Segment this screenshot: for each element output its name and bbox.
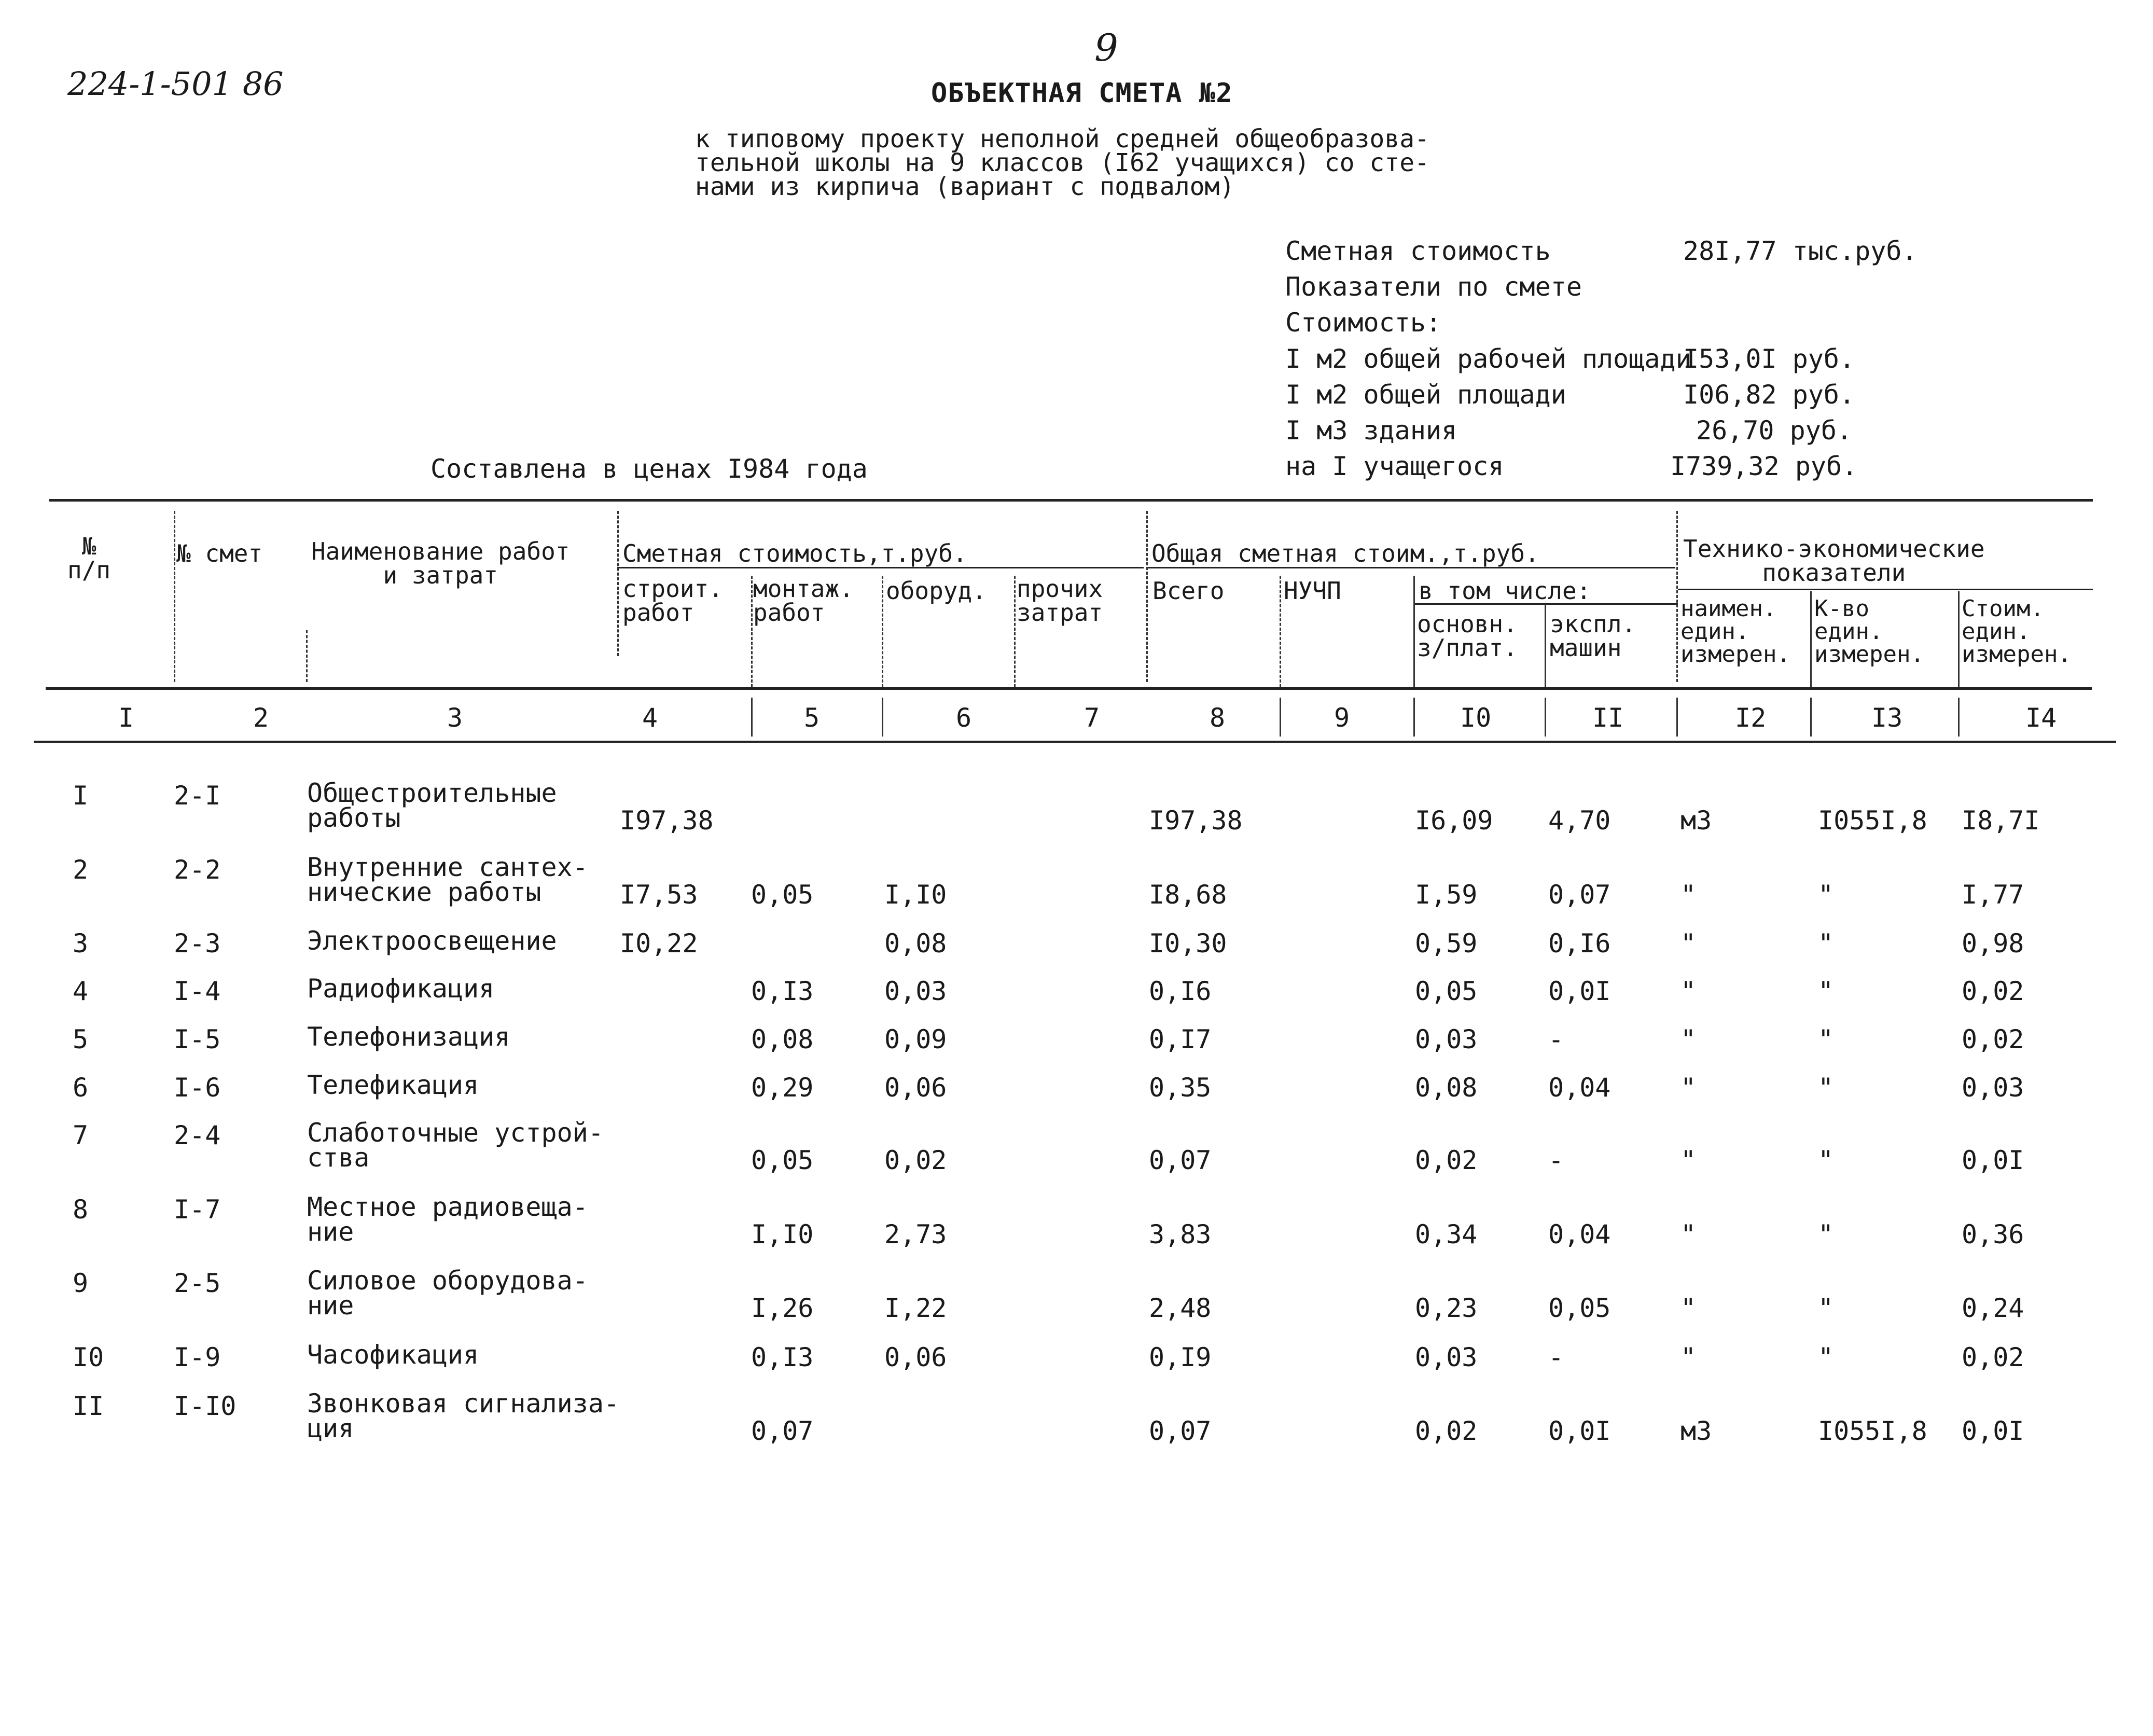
cell-smeta-number: I-4 <box>174 976 221 1006</box>
header-other: прочих затрат <box>1017 575 1103 627</box>
cell-wages: 0,03 <box>1415 1342 1478 1372</box>
header-mounting: монтаж. работ <box>753 575 854 627</box>
total-area-label: I м2 общей площади <box>1285 380 1566 410</box>
cell-equipment: 0,08 <box>884 928 947 959</box>
page-number: 9 <box>1094 26 1118 70</box>
cell-wages: 0,08 <box>1415 1073 1478 1103</box>
cell-unit-cost: 0,02 <box>1962 1024 2024 1054</box>
work-area-label: I м2 общей рабочей площади <box>1285 344 1691 374</box>
cell-row-number: 8 <box>73 1195 89 1225</box>
cell-total: 0,35 <box>1149 1073 1212 1103</box>
col-divider-7 <box>1014 576 1016 687</box>
cell-smeta-number: I-9 <box>174 1342 221 1372</box>
cell-work-name: Местное радиовеща- ние <box>307 1192 588 1247</box>
cell-equipment: I,I0 <box>884 880 947 910</box>
cell-unit-name: " <box>1680 1024 1697 1054</box>
header-including: в том числе: <box>1419 577 1591 605</box>
column-number: I2 <box>1735 703 1767 733</box>
num-divider <box>882 698 883 737</box>
col-divider-4 <box>617 511 619 656</box>
cell-unit-qty: " <box>1818 1024 1834 1054</box>
cell-total: I0,30 <box>1149 928 1227 959</box>
cell-total: 0,I9 <box>1149 1342 1212 1372</box>
cell-unit-qty: " <box>1818 1219 1834 1249</box>
student-label: на I учащегося <box>1285 451 1504 481</box>
header-row-number: № п/п <box>67 532 111 584</box>
cell-unit-qty: " <box>1818 976 1834 1006</box>
cell-machines: 0,0I <box>1548 1416 1611 1446</box>
cost-label: Сметная стоимость <box>1285 236 1551 266</box>
cell-unit-cost: 0,0I <box>1962 1416 2024 1446</box>
header-unit-qty: К-во един. измерен. <box>1814 595 1924 668</box>
column-number: II <box>1592 703 1624 733</box>
cell-smeta-number: I-7 <box>174 1195 221 1225</box>
header-unit-cost: Стоим. един. измерен. <box>1962 595 2072 668</box>
cell-unit-name: " <box>1680 928 1697 959</box>
column-number: 8 <box>1210 703 1226 733</box>
cell-wages: 0,02 <box>1415 1145 1478 1175</box>
volume-value: 26,70 руб. <box>1696 415 1853 446</box>
cell-machines: - <box>1548 1024 1564 1054</box>
cell-total: 0,I6 <box>1149 976 1212 1006</box>
column-number: 9 <box>1334 703 1350 733</box>
column-number: I4 <box>2025 703 2057 733</box>
col-divider-14 <box>1958 591 1960 687</box>
cell-equipment: I,22 <box>884 1293 947 1323</box>
column-number: 7 <box>1084 703 1100 733</box>
cell-row-number: 6 <box>73 1073 89 1103</box>
cell-unit-qty: " <box>1818 1145 1834 1175</box>
cell-mounting: I,I0 <box>751 1219 814 1249</box>
indicators-label: Показатели по смете <box>1285 272 1582 302</box>
cell-row-number: II <box>73 1391 104 1421</box>
document-title: ОБЪЕКТНАЯ СМЕТА №2 <box>931 78 1233 109</box>
col-divider-11 <box>1545 604 1546 687</box>
cell-unit-name: " <box>1680 1219 1697 1249</box>
cell-smeta-number: 2-2 <box>174 855 221 885</box>
cell-machines: 0,04 <box>1548 1219 1611 1249</box>
cell-row-number: 4 <box>73 976 89 1006</box>
column-number: 5 <box>804 703 820 733</box>
cell-work-name: Электроосвещение <box>307 926 557 956</box>
cell-smeta-number: I-I0 <box>174 1391 237 1421</box>
total-area-value: I06,82 руб. <box>1683 380 1855 410</box>
cell-smeta-number: I-5 <box>174 1024 221 1054</box>
column-number: 6 <box>956 703 972 733</box>
cell-unit-name: " <box>1680 880 1697 910</box>
cell-mounting: 0,I3 <box>751 976 814 1006</box>
cell-smeta-number: 2-5 <box>174 1268 221 1298</box>
cell-work-name: Телефикация <box>307 1070 479 1100</box>
cell-unit-qty: I055I,8 <box>1818 805 1927 836</box>
cell-total: 2,48 <box>1149 1293 1212 1323</box>
cell-work-name: Телефонизация <box>307 1022 510 1052</box>
student-value: I739,32 руб. <box>1670 451 1858 481</box>
document-subtitle: к типовому проекту неполной средней общеобразова- тельной школы на 9 классов (I62 учащихся) со сте- нами из кирпича (вариант с подвалом) <box>695 124 1430 201</box>
cell-row-number: 7 <box>73 1120 89 1150</box>
header-equipment: оборуд. <box>886 577 987 605</box>
num-divider <box>1413 698 1415 737</box>
cell-unit-name: " <box>1680 1293 1697 1323</box>
num-divider <box>1810 698 1812 737</box>
cell-unit-name: " <box>1680 976 1697 1006</box>
cell-machines: 0,04 <box>1548 1073 1611 1103</box>
col-divider-8 <box>1146 511 1148 682</box>
cell-machines: 0,I6 <box>1548 928 1611 959</box>
cell-total: I8,68 <box>1149 880 1227 910</box>
num-divider <box>1545 698 1546 737</box>
cell-total: 0,07 <box>1149 1416 1212 1446</box>
cell-unit-name: м3 <box>1680 805 1712 836</box>
cell-mounting: I,26 <box>751 1293 814 1323</box>
cell-unit-cost: 0,03 <box>1962 1073 2024 1103</box>
cell-construction: I7,53 <box>620 880 698 910</box>
work-area-value: I53,0I руб. <box>1683 344 1855 374</box>
cell-unit-cost: 0,0I <box>1962 1145 2024 1175</box>
cell-work-name: Силовое оборудова- ние <box>307 1266 588 1321</box>
cell-unit-cost: 0,02 <box>1962 976 2024 1006</box>
cell-mounting: 0,08 <box>751 1024 814 1054</box>
cell-unit-cost: I,77 <box>1962 880 2024 910</box>
cell-equipment: 0,09 <box>884 1024 947 1054</box>
cell-mounting: 0,I3 <box>751 1342 814 1372</box>
num-divider <box>1958 698 1960 737</box>
col-divider-10 <box>1413 576 1415 687</box>
tech-group-rule <box>1678 589 2093 590</box>
header-total: Всего <box>1152 577 1225 605</box>
cell-mounting: 0,05 <box>751 1145 814 1175</box>
cell-work-name: Слаботочные устрой- ства <box>307 1118 604 1173</box>
cell-row-number: 9 <box>73 1268 89 1298</box>
cell-unit-qty: " <box>1818 1293 1834 1323</box>
cell-total: 3,83 <box>1149 1219 1212 1249</box>
cost-value: 28I,77 тыс.руб. <box>1683 236 1918 266</box>
cell-smeta-number: 2-I <box>174 781 221 811</box>
column-number: I3 <box>1871 703 1903 733</box>
cell-row-number: 5 <box>73 1024 89 1054</box>
cell-machines: 0,05 <box>1548 1293 1611 1323</box>
col-divider-6 <box>882 576 883 687</box>
cell-unit-name: " <box>1680 1145 1697 1175</box>
header-work-name: Наименование работ и затрат <box>311 537 570 589</box>
cell-equipment: 0,06 <box>884 1342 947 1372</box>
column-number: 3 <box>447 703 463 733</box>
cell-mounting: 0,05 <box>751 880 814 910</box>
table-top-rule <box>49 499 2093 502</box>
column-number: 2 <box>253 703 269 733</box>
header-tech-group: Технико-экономические показатели <box>1683 535 1985 587</box>
col-divider-9 <box>1280 576 1281 687</box>
cell-unit-cost: 0,24 <box>1962 1293 2024 1323</box>
col-numbers-rule <box>34 741 2116 743</box>
cell-unit-qty: " <box>1818 928 1834 959</box>
column-number: 4 <box>642 703 658 733</box>
cell-mounting: 0,29 <box>751 1073 814 1103</box>
cell-unit-name: " <box>1680 1342 1697 1372</box>
cell-wages: 0,34 <box>1415 1219 1478 1249</box>
cell-wages: 0,05 <box>1415 976 1478 1006</box>
col-divider-13 <box>1810 591 1812 687</box>
cell-total: 0,07 <box>1149 1145 1212 1175</box>
cell-unit-cost: 0,02 <box>1962 1342 2024 1372</box>
col-divider-2 <box>174 511 175 682</box>
header-wages: основн. з/плат. <box>1417 610 1518 662</box>
cell-work-name: Внутренние сантех- нические работы <box>307 852 588 907</box>
cell-construction: I0,22 <box>620 928 698 959</box>
cell-smeta-number: 2-3 <box>174 928 221 959</box>
header-nuchp: НУЧП <box>1284 577 1341 605</box>
cell-work-name: Звонковая сигнализа- ция <box>307 1388 620 1443</box>
cell-wages: 0,59 <box>1415 928 1478 959</box>
cell-unit-qty: I055I,8 <box>1818 1416 1927 1446</box>
cell-total: 0,I7 <box>1149 1024 1212 1054</box>
cell-machines: 0,07 <box>1548 880 1611 910</box>
cell-unit-name: м3 <box>1680 1416 1712 1446</box>
cell-unit-qty: " <box>1818 880 1834 910</box>
cell-equipment: 0,03 <box>884 976 947 1006</box>
cell-machines: - <box>1548 1342 1564 1372</box>
column-number: I0 <box>1460 703 1492 733</box>
num-divider <box>1676 698 1678 737</box>
num-divider <box>1280 698 1281 737</box>
cell-wages: I,59 <box>1415 880 1478 910</box>
header-cost-group: Сметная стоимость,т.руб. <box>622 539 967 567</box>
cell-wages: 0,23 <box>1415 1293 1478 1323</box>
col-divider-5 <box>751 576 753 687</box>
cell-row-number: 2 <box>73 855 89 885</box>
cell-unit-cost: 0,98 <box>1962 928 2024 959</box>
header-smeta-number: № смет <box>176 539 263 567</box>
cell-unit-cost: I8,7I <box>1962 805 2040 836</box>
cell-unit-cost: 0,36 <box>1962 1219 2024 1249</box>
cell-equipment: 0,06 <box>884 1073 947 1103</box>
prices-note: Составлена в ценах I984 года <box>430 454 868 484</box>
col-divider-12 <box>1676 511 1678 682</box>
volume-label: I м3 здания <box>1285 415 1457 446</box>
cell-equipment: 2,73 <box>884 1219 947 1249</box>
cell-wages: I6,09 <box>1415 805 1493 836</box>
column-number: I <box>118 703 134 733</box>
cell-work-name: Часофикация <box>307 1340 479 1370</box>
header-construction: строит. работ <box>622 575 723 627</box>
cell-row-number: I <box>73 781 89 811</box>
cell-smeta-number: 2-4 <box>174 1120 221 1150</box>
document-code: 224-1-501 86 <box>67 65 284 103</box>
cell-unit-name: " <box>1680 1073 1697 1103</box>
cell-machines: 0,0I <box>1548 976 1611 1006</box>
cell-row-number: I0 <box>73 1342 104 1372</box>
header-unit-name: наимен. един. измерен. <box>1680 595 1790 668</box>
cell-mounting: 0,07 <box>751 1416 814 1446</box>
cost-header: Стоимость: <box>1285 308 1442 338</box>
cell-total: I97,38 <box>1149 805 1243 836</box>
header-machines: экспл. машин <box>1550 610 1636 662</box>
num-divider <box>751 698 753 737</box>
cell-construction: I97,38 <box>620 805 714 836</box>
cell-unit-qty: " <box>1818 1342 1834 1372</box>
header-total-group: Общая сметная стоим.,т.руб. <box>1151 539 1539 567</box>
col-divider-3 <box>306 630 308 682</box>
cell-wages: 0,03 <box>1415 1024 1478 1054</box>
cell-wages: 0,02 <box>1415 1416 1478 1446</box>
cell-unit-qty: " <box>1818 1073 1834 1103</box>
header-bottom-rule <box>46 687 2092 690</box>
cell-machines: 4,70 <box>1548 805 1611 836</box>
cell-equipment: 0,02 <box>884 1145 947 1175</box>
cell-work-name: Радиофикация <box>307 974 495 1004</box>
cell-row-number: 3 <box>73 928 89 959</box>
cell-work-name: Общестроительные работы <box>307 778 557 833</box>
cell-machines: - <box>1548 1145 1564 1175</box>
cell-smeta-number: I-6 <box>174 1073 221 1103</box>
